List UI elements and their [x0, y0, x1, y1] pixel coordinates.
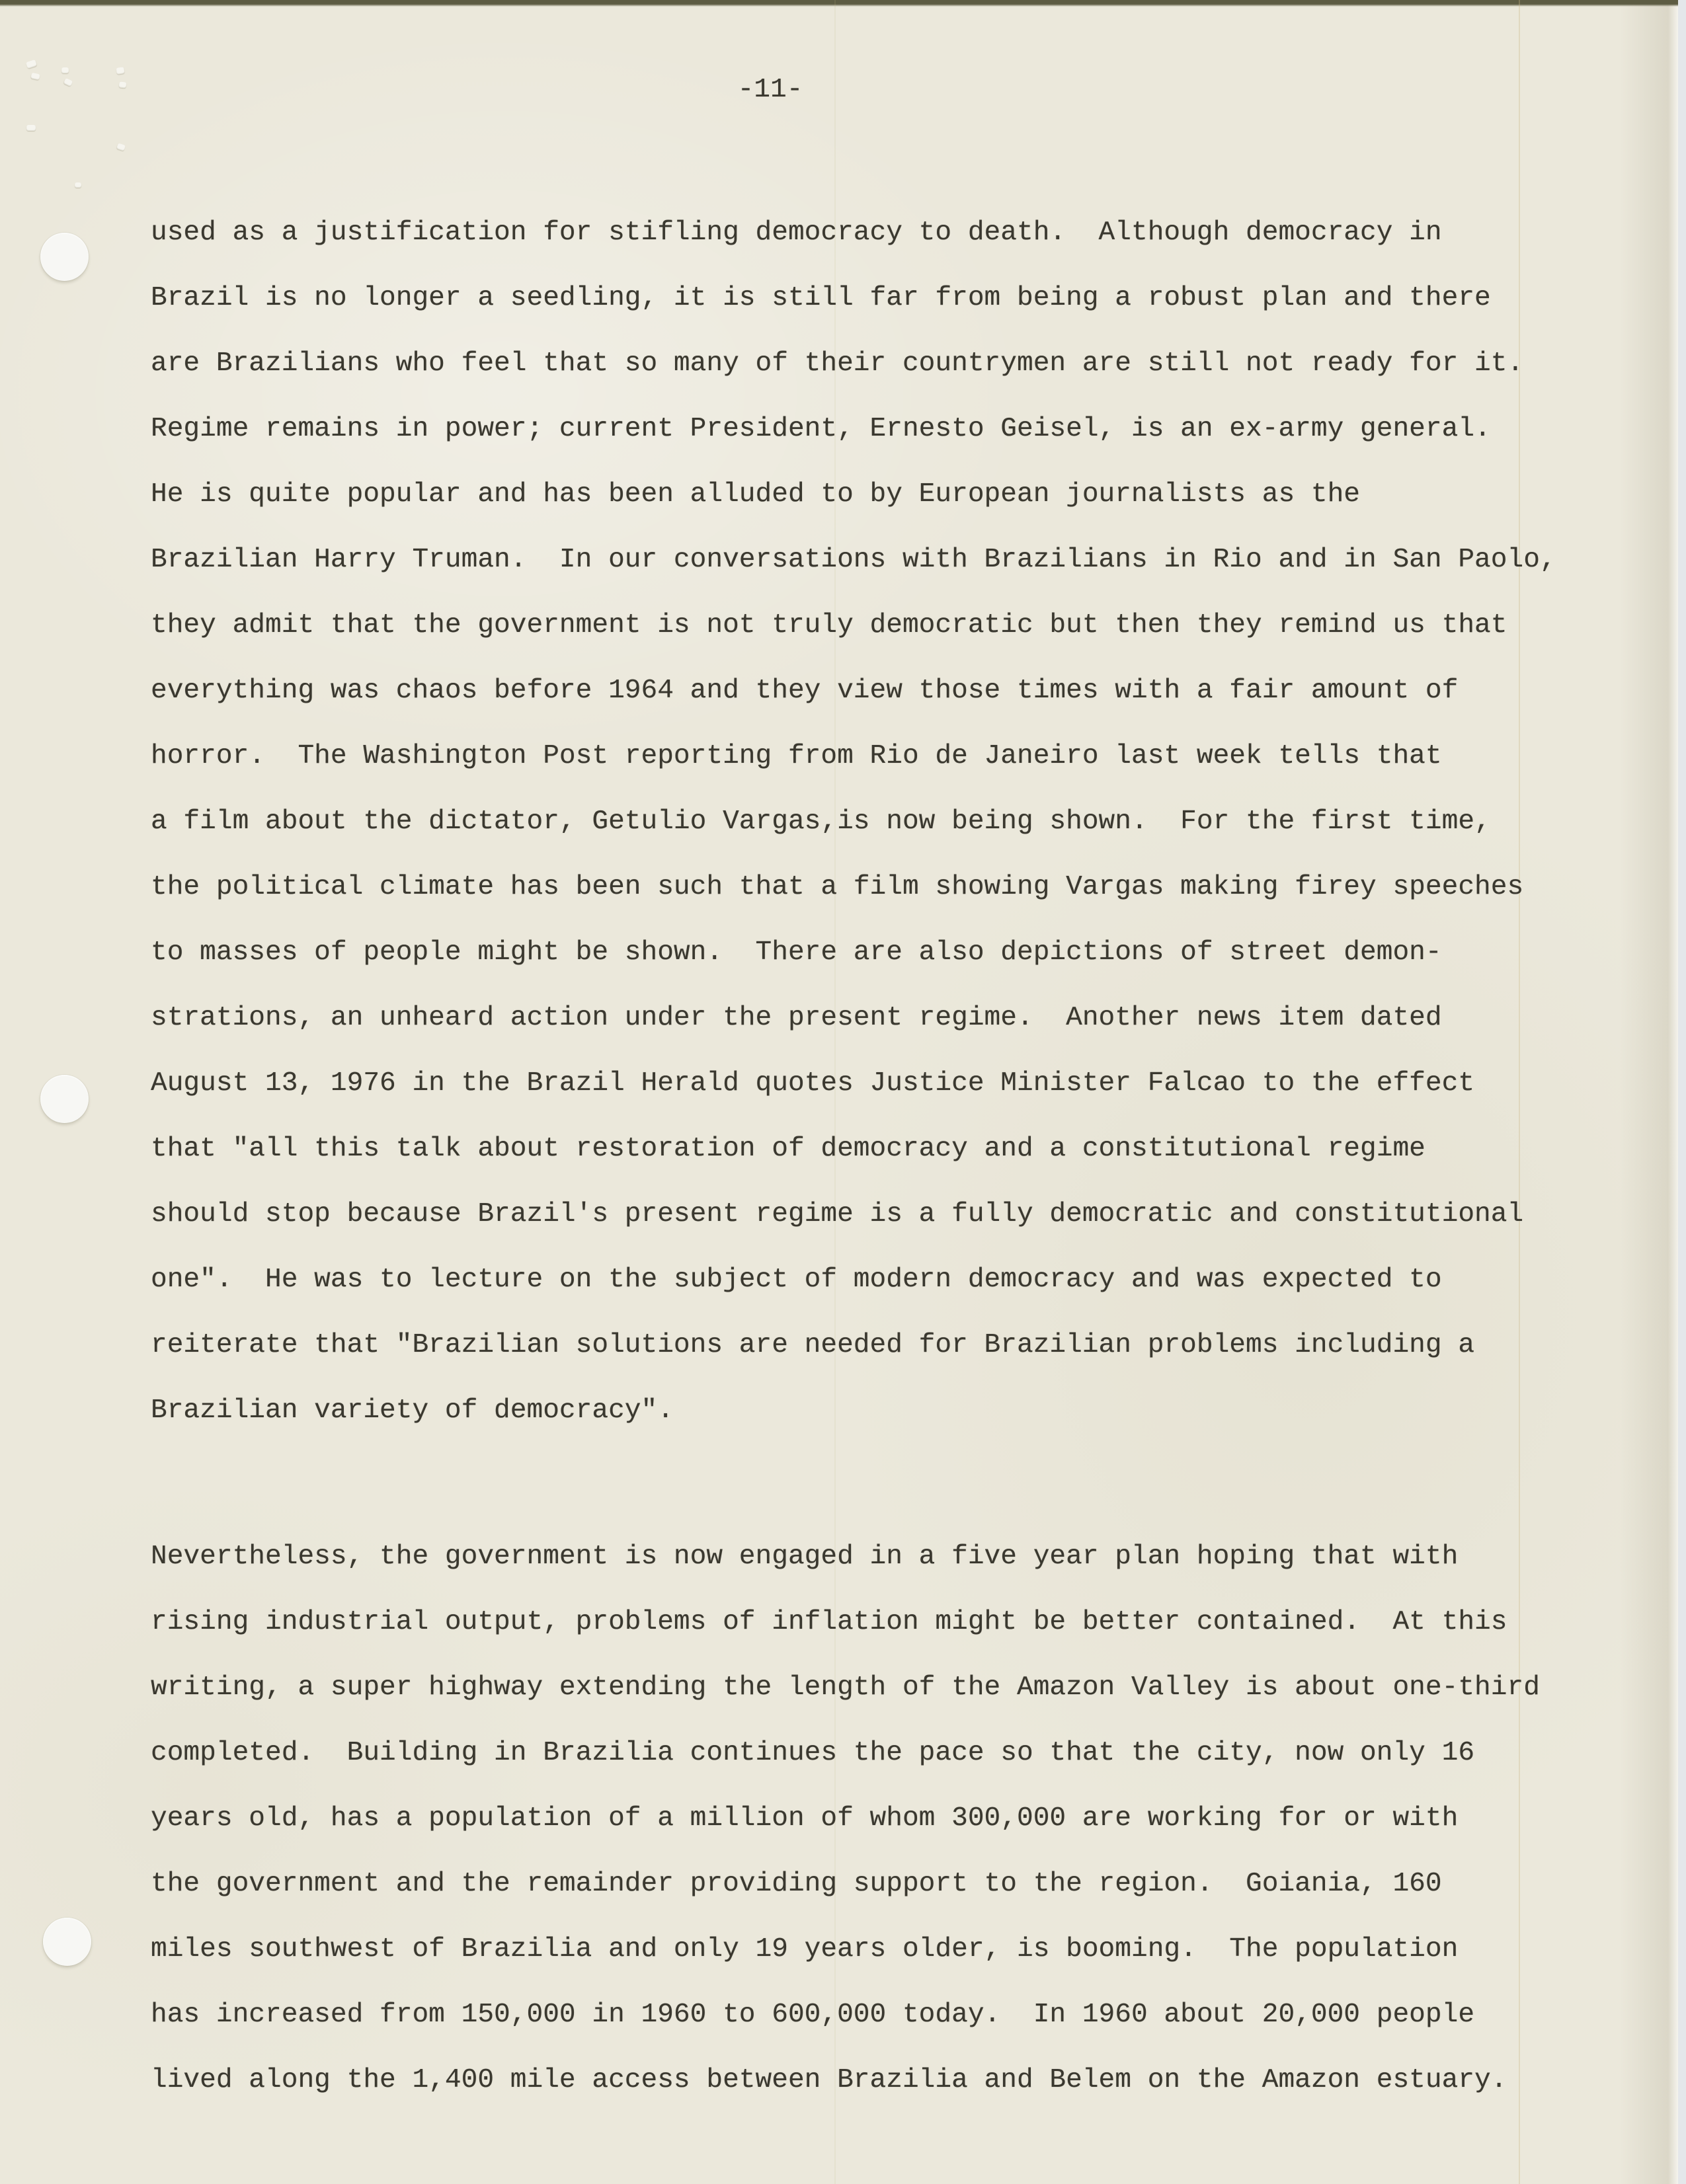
text-line: the government and the remainder providing support to the region. Goiania, 160 [151, 1869, 1442, 1899]
text-line: He is quite popular and has been alluded to by European journalists as the [151, 479, 1361, 510]
text-line: writing, a super highway extending the length of the Amazon Valley is about one-third [151, 1672, 1540, 1703]
punch-hole [43, 1918, 91, 1966]
text-line: miles southwest of Brazilia and only 19 years older, is booming. The population [151, 1934, 1459, 1965]
text-line: one". He was to lecture on the subject of modern democracy and was expected to [151, 1265, 1442, 1295]
text-line: Nevertheless, the government is now engaged in a five year plan hoping that with [151, 1541, 1459, 1572]
text-line: lived along the 1,400 mile access between Brazilia and Belem on the Amazon estuary. [151, 2065, 1507, 2095]
text-line: everything was chaos before 1964 and they view those times with a fair amount of [151, 676, 1459, 706]
text-line: Brazil is no longer a seedling, it is still far from being a robust plan and there [151, 283, 1491, 313]
text-line: should stop because Brazil's present regime is a fully democratic and constitutional [151, 1199, 1524, 1229]
punch-hole [40, 1075, 89, 1123]
text-line: completed. Building in Brazilia continues the pace so that the city, now only 16 [151, 1738, 1475, 1768]
emboss-mark [61, 67, 69, 73]
text-line: are Brazilians who feel that so many of their countrymen are still not ready for it. [151, 348, 1524, 379]
text-line: used as a justification for stifling democracy to death. Although democracy in [151, 217, 1442, 248]
text-line: to masses of people might be shown. There are also depictions of street demon- [151, 937, 1442, 968]
text-line: has increased from 150,000 in 1960 to 600,000 today. In 1960 about 20,000 people [151, 2000, 1475, 2030]
emboss-mark [75, 182, 81, 188]
text-line: reiterate that "Brazilian solutions are needed for Brazilian problems including a [151, 1330, 1475, 1360]
text-line: August 13, 1976 in the Brazil Herald quotes Justice Minister Falcao to the effect [151, 1068, 1475, 1099]
emboss-mark [26, 59, 37, 69]
emboss-mark [116, 67, 124, 75]
scan-top-edge-line [0, 0, 1678, 7]
paragraph-1 [151, 200, 1556, 1444]
text-line: that "all this talk about restoration of democracy and a constitutional regime [151, 1134, 1425, 1164]
text-line: a film about the dictator, Getulio Vargas,is now being shown. For the first time, [151, 806, 1491, 837]
emboss-mark [116, 143, 126, 151]
punch-hole [40, 233, 89, 281]
text-line: they admit that the government is not truly democratic but then they remind us that [151, 610, 1507, 641]
text-line: strations, an unheard action under the present regime. Another news item dated [151, 1003, 1442, 1033]
text-line: horror. The Washington Post reporting from Rio de Janeiro last week tells that [151, 741, 1442, 771]
text-line: rising industrial output, problems of inflation might be better contained. At this [151, 1607, 1507, 1637]
paragraph-2 [151, 1524, 1540, 2113]
emboss-mark [119, 82, 127, 89]
text-line: Brazilian variety of democracy". [151, 1395, 674, 1426]
text-line: Brazilian Harry Truman. In our conversations with Brazilians in Rio and in San Paolo, [151, 545, 1556, 575]
page-number: -11- [737, 75, 803, 105]
text-line: Regime remains in power; current President, Ernesto Geisel, is an ex-army general. [151, 414, 1491, 444]
text-line: years old, has a population of a million of whom 300,000 are working for or with [151, 1803, 1459, 1834]
emboss-mark [26, 125, 36, 131]
text-line: the political climate has been such that a film showing Vargas making firey speeches [151, 872, 1524, 902]
